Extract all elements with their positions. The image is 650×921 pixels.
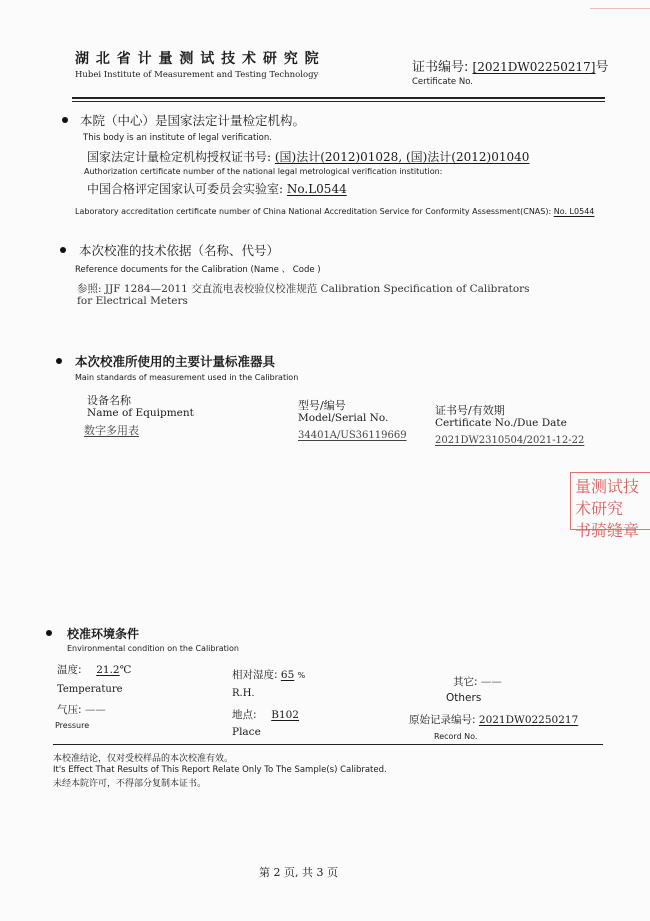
place-field <box>232 707 299 722</box>
cnas-label-en: Laboratory accreditation certificate number of China National Accreditation Service for Conformity Assessment(CNAS): <box>75 207 552 216</box>
pressure-field <box>57 702 106 717</box>
stamp-line-1: 量测试技术研究 <box>575 477 640 518</box>
cert-label-en: Certificate No. <box>412 77 473 87</box>
col-model-en: Model/Serial No. <box>298 412 389 424</box>
section-bullet <box>60 247 66 253</box>
section1-title-cn: 本院（中心）是国家法定计量检定机构。 <box>80 113 306 128</box>
section-bullet <box>62 117 68 123</box>
footer-divider <box>53 744 603 745</box>
auth-value: (国)法计(2012)01028, (国)法计(2012)01040 <box>274 150 530 164</box>
place-label-cn: 地点: <box>232 709 257 721</box>
section3-title-en: Main standards of measurement used in the Calibration <box>75 373 299 382</box>
stamp-edge-top <box>590 0 650 9</box>
cnas-line-en <box>75 207 594 216</box>
col-equipment-cn: 设备名称 <box>87 394 131 407</box>
record-field <box>409 712 579 727</box>
temp-label-cn: 温度: <box>57 664 82 676</box>
footer-note-1-cn: 本校准结论，仅对受校样品的本次校准有效。 <box>53 754 234 764</box>
section-bullet <box>56 358 62 364</box>
record-label-en: Record No. <box>434 732 478 741</box>
record-value: 2021DW02250217 <box>478 714 579 726</box>
seam-stamp <box>570 472 650 540</box>
cnas-value-en: No. L0544 <box>553 207 595 216</box>
col-model-cn: 型号/编号 <box>298 399 346 412</box>
cert-label-cn: 证书编号: <box>412 60 469 75</box>
section3-title-cn: 本次校准所使用的主要计量标准器具 <box>75 354 276 369</box>
footer-note-1-en: It's Effect That Results of This Report Relate Only To The Sample(s) Calibrated. <box>53 765 387 775</box>
footer-note-2-cn: 未经本院许可，不得部分复制本证书。 <box>53 779 207 789</box>
others-field <box>453 674 502 689</box>
pressure-label-cn: 气压: <box>57 704 82 716</box>
cnas-line <box>87 180 345 197</box>
section2-title-en: Reference documents for the Calibration (Name 、 Code ) <box>75 265 321 275</box>
temp-label-en: Temperature <box>57 684 123 695</box>
auth-label-cn: 国家法定计量检定机构授权证书号: <box>87 150 272 164</box>
other-label-cn: 其它: <box>453 676 478 688</box>
other-value: —— <box>480 676 502 688</box>
equipment-name: 数字多用表 <box>84 424 139 437</box>
auth-label-en: Authorization certificate number of the national legal metrological verification institution: <box>84 167 443 176</box>
record-label-cn: 原始记录编号: <box>409 714 476 726</box>
temperature-field <box>57 662 131 677</box>
section-bullet <box>46 630 52 636</box>
rh-unit: % <box>297 671 306 680</box>
stamp-line-2: 书骑缝章 <box>575 521 640 540</box>
cert-number-value: [2021DW02250217] <box>472 60 596 74</box>
temp-value: 21.2 <box>96 664 120 676</box>
institute-name-en: Hubei Institute of Measurement and Testing Technology <box>75 70 319 80</box>
section2-title-cn: 本次校准的技术依据（名称、代号） <box>79 243 280 258</box>
institute-name-cn: 湖 北 省 计 量 测 试 技 术 研 究 院 <box>75 51 320 67</box>
cert-suffix: 号 <box>595 60 609 75</box>
other-label-en: Others <box>446 692 482 704</box>
section1-title-en: This body is an institute of legal verification. <box>83 133 272 143</box>
equipment-cert: 2021DW2310504/2021-12-22 <box>435 435 585 446</box>
page-number: 第 2 页, 共 3 页 <box>259 866 338 879</box>
cnas-value: No.L0544 <box>286 182 347 196</box>
cnas-label-cn: 中国合格评定国家认可委员会实验室: <box>87 182 284 196</box>
section4-title-en: Environmental condition on the Calibration <box>67 644 239 653</box>
pressure-label-en: Pressure <box>55 721 90 730</box>
col-cert-cn: 证书号/有效期 <box>435 404 505 417</box>
header-rule-thick <box>72 97 605 99</box>
auth-cert-line <box>87 148 549 165</box>
place-label-en: Place <box>232 726 261 738</box>
rh-field <box>232 667 305 682</box>
temp-unit: ℃ <box>119 664 132 676</box>
col-equipment-en: Name of Equipment <box>87 407 194 419</box>
rh-label-cn: 相对湿度: <box>232 669 278 681</box>
place-value: B102 <box>271 709 299 721</box>
reference-line-2: for Electrical Meters <box>77 295 188 307</box>
reference-line-1: 参照: JJF 1284—2011 交直流电表校验仪校准规范 Calibration Specification of Calibrators <box>77 283 530 295</box>
pressure-value: —— <box>84 704 106 716</box>
equipment-model: 34401A/US36119669 <box>298 430 407 441</box>
rh-value: 65 <box>280 669 295 681</box>
section4-title-cn: 校准环境条件 <box>67 627 140 641</box>
header-rule-thin <box>72 101 605 102</box>
rh-label-en: R.H. <box>232 688 255 699</box>
col-cert-en: Certificate No./Due Date <box>435 417 567 429</box>
certificate-number <box>412 56 608 75</box>
